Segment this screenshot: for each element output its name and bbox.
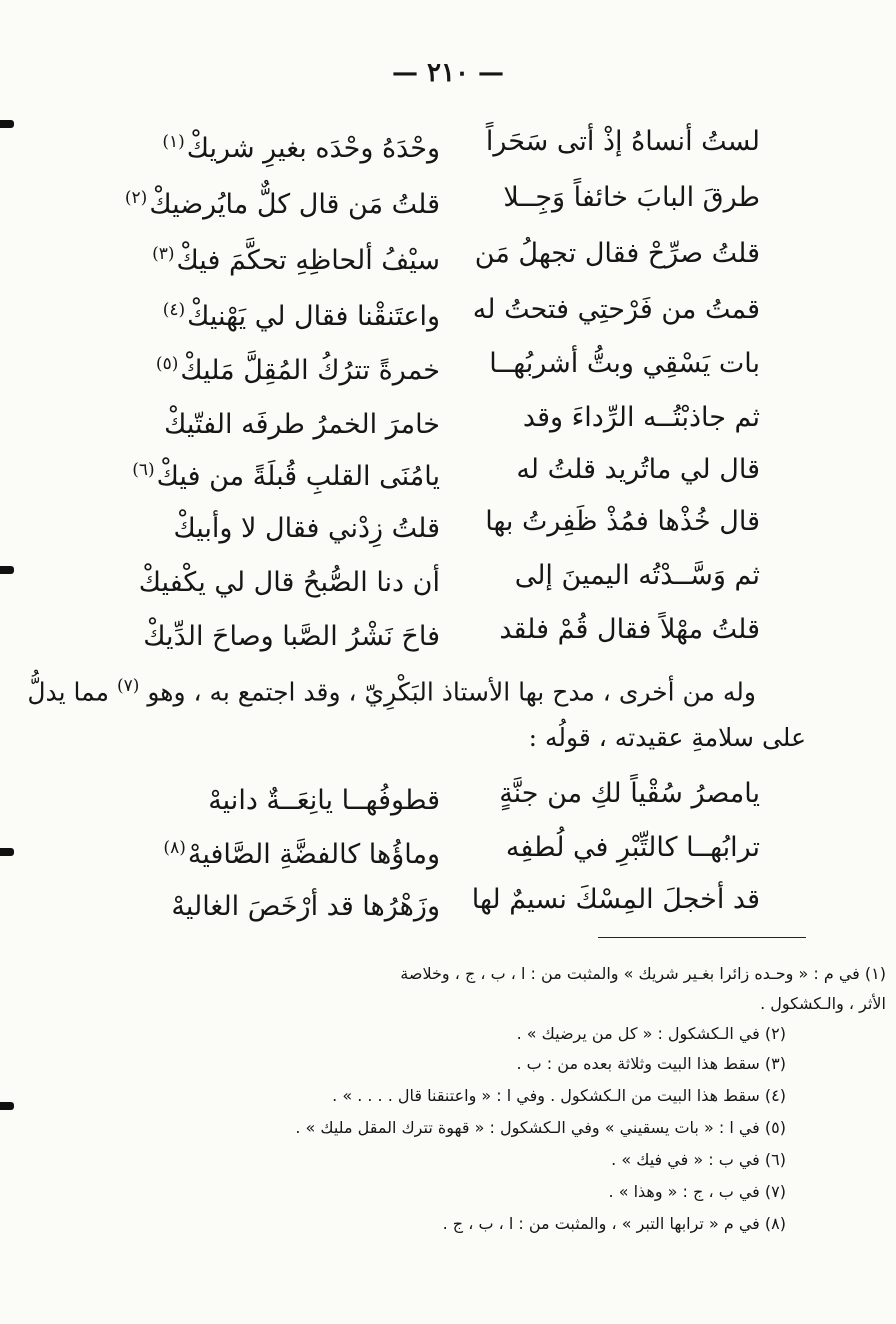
verse-second-hemistich: سيْفُ ألحاظِهِ تحكَّمَ فيكْ xyxy=(176,245,440,276)
verse-first-hemistich: قلتُ صرِّحْ فقال تجهلُ مَن xyxy=(474,238,760,269)
verse-line xyxy=(120,288,760,332)
verse-second-hemistich: وزَهْرُها قد أرْخَصَ الغاليهْ xyxy=(171,891,440,922)
footnote-separator xyxy=(598,937,806,938)
verse-second-hemistich: قطوفُهــا يانِعَــةٌ دانيهْ xyxy=(208,785,440,816)
verse-line xyxy=(120,342,760,386)
footnote-marker: (١) xyxy=(162,132,185,152)
intro-text-end: مما يدلُّ xyxy=(27,677,110,707)
verse-line xyxy=(120,826,760,870)
verse-line xyxy=(120,500,760,544)
footnote-line: (٥) في ا : « بات يسقيني » وفي الـكشكول : « قهوة تترك المقل مليك » . xyxy=(295,1118,786,1137)
footnote-line: (٧) في ب ، ج : « وهذا » . xyxy=(608,1182,786,1201)
verse-line xyxy=(120,608,760,652)
footnote-marker: (٣) xyxy=(152,244,175,264)
verse-line xyxy=(120,772,760,816)
verse-line xyxy=(120,176,760,220)
verse-second-hemistich: واعتَنقْنا فقال لي يَهْنيكْ xyxy=(187,301,440,332)
footnote-marker: (٧) xyxy=(116,676,140,696)
footnote-line: (١) في م : « وحـده زائرا بغـير شريك » والمثبت من : ا ، ب ، ج ، وخلاصة xyxy=(400,964,886,983)
verse-second-hemistich: خمرةً تترُكُ المُقِلَّ مَليكْ xyxy=(180,355,440,386)
footnote-line: الأثر ، والـكشكول . xyxy=(760,994,886,1013)
intro-paragraph-line xyxy=(27,664,756,714)
verse-first-hemistich: بات يَسْقِي وبتُّ أشربُهــا xyxy=(489,348,760,379)
verse-first-hemistich: قال خُذْها فمُذْ ظَفِرتُ بها xyxy=(485,506,760,537)
verse-second-hemistich: فاحَ نَشْرُ الصَّبا وصاحَ الدِّيكْ xyxy=(143,621,440,652)
verse-first-hemistich: يامصرُ سُقْياً لكِ من جنَّةٍ xyxy=(499,778,760,809)
verse-line xyxy=(120,120,760,164)
verse-line xyxy=(120,232,760,276)
verse-second-hemistich: أن دنا الصُّبحُ قال لي يكْفيكْ xyxy=(138,567,440,598)
verse-second-hemistich: يامُنَى القلبِ قُبلَةً من فيكْ xyxy=(156,461,440,492)
footnote-line: (٦) في ب : « في فيك » . xyxy=(611,1150,786,1169)
margin-mark xyxy=(0,1102,14,1110)
footnote-marker: (٥) xyxy=(155,354,179,374)
verse-first-hemistich: قال لي ماتُريد قلتُ له xyxy=(516,454,760,485)
verse-second-hemistich: وماؤُها كالفضَّةِ الصَّافيهْ xyxy=(187,839,440,870)
footnote-line: (٣) سقط هذا البيت وثلاثة بعده من : ب . xyxy=(516,1054,786,1073)
footnote-line: (٢) في الـكشكول : « كل من يرضيك » . xyxy=(516,1024,786,1043)
verse-line xyxy=(120,878,760,922)
margin-mark xyxy=(0,848,14,856)
verse-first-hemistich: قلتُ مهْلاً فقال قُمْ فلقد xyxy=(499,614,760,645)
page-number: — ٢١٠ — xyxy=(391,58,505,88)
verse-second-hemistich: قلتُ مَن قال كلٌّ مايُرضيكْ xyxy=(149,189,440,220)
footnote-line: (٤) سقط هذا البيت من الـكشكول . وفي ا : « واعتنقنا قال . . . . » . xyxy=(332,1086,786,1105)
intro-paragraph-line: على سلامةِ عقيدته ، قولُه : xyxy=(528,723,806,752)
verse-first-hemistich: قمتُ من فَرْحتِي فتحتُ له xyxy=(472,294,760,325)
verse-first-hemistich: ثم جاذبْتُــه الرِّداءَ وقد xyxy=(522,402,760,433)
verse-line xyxy=(120,396,760,440)
footnote-marker: (٨) xyxy=(163,838,186,858)
verse-second-hemistich: خامرَ الخمرُ طرفَه الفتّيكْ xyxy=(164,409,440,440)
verse-first-hemistich: ترابُهــا كالتِّبْرِ في لُطفِه xyxy=(505,832,760,863)
verse-first-hemistich: ثم وَسَّــدْتُه اليمينَ إلى xyxy=(514,560,760,591)
footnote-marker: (٦) xyxy=(132,460,155,480)
verse-first-hemistich: لستُ أنساهُ إذْ أتى سَحَراً xyxy=(485,126,760,157)
margin-mark xyxy=(0,566,14,574)
intro-text: وله من أخرى ، مدح بها الأستاذ البَكْرِيّ ، وقد اجتمع به ، وهو xyxy=(147,677,756,707)
margin-mark xyxy=(0,120,14,128)
verse-second-hemistich: وحْدَهُ وحْدَه بغيرِ شريكْ xyxy=(186,133,440,164)
footnote-line: (٨) في م « ترابها التبر » ، والمثبت من : ا ، ب ، ج . xyxy=(442,1214,786,1233)
footnote-marker: (٤) xyxy=(162,300,186,320)
verse-second-hemistich: قلتُ زِدْني فقال لا وأبيكْ xyxy=(173,513,440,544)
verse-line xyxy=(120,448,760,492)
verse-first-hemistich: طرقَ البابَ خائفاً وَجِــلا xyxy=(503,182,760,213)
footnote-marker: (٢) xyxy=(124,188,148,208)
verse-first-hemistich: قد أخجلَ المِسْكَ نسيمٌ لها xyxy=(471,884,760,915)
verse-line xyxy=(120,554,760,598)
